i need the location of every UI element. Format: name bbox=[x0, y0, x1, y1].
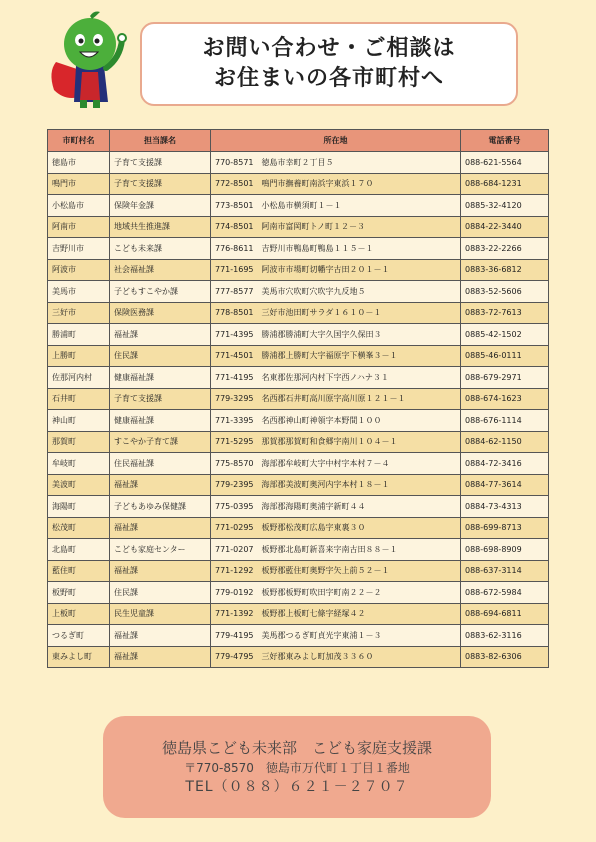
table-row bbox=[48, 238, 549, 260]
contacts-table bbox=[47, 129, 549, 668]
table-row bbox=[48, 367, 549, 389]
cell-dept: 子どもすこやか課 bbox=[110, 281, 211, 303]
cell-phone: 0883-72-7613 bbox=[461, 302, 549, 324]
cell-city: 美波町 bbox=[48, 474, 110, 496]
cell-address: 779-2395 海部郡美波町奥河内字本村１８－１ bbox=[211, 474, 461, 496]
cell-dept: 健康福祉課 bbox=[110, 410, 211, 432]
cell-address: 777-8577 美馬市穴吹町穴吹字九反地５ bbox=[211, 281, 461, 303]
cell-dept: 住民課 bbox=[110, 345, 211, 367]
cell-city: 鳴門市 bbox=[48, 173, 110, 195]
cell-address: 779-4195 美馬郡つるぎ町貞光字東浦１－３ bbox=[211, 625, 461, 647]
table-header-row bbox=[48, 130, 549, 152]
cell-city: 那賀町 bbox=[48, 431, 110, 453]
cell-city: 東みよし町 bbox=[48, 646, 110, 668]
mascot-icon bbox=[46, 10, 138, 110]
table-row bbox=[48, 517, 549, 539]
header-phone: 電話番号 bbox=[461, 130, 549, 152]
header-address: 所在地 bbox=[211, 130, 461, 152]
cell-dept: こども家庭センター bbox=[110, 539, 211, 561]
cell-city: 神山町 bbox=[48, 410, 110, 432]
table-row bbox=[48, 324, 549, 346]
cell-dept: 子育て支援課 bbox=[110, 173, 211, 195]
cell-address: 779-4795 三好郡東みよし町加茂３３６０ bbox=[211, 646, 461, 668]
cell-phone: 0884-22-3440 bbox=[461, 216, 549, 238]
cell-dept: 福祉課 bbox=[110, 474, 211, 496]
cell-phone: 0883-36-6812 bbox=[461, 259, 549, 281]
table-row bbox=[48, 410, 549, 432]
cell-phone: 0885-46-0111 bbox=[461, 345, 549, 367]
cell-city: 北島町 bbox=[48, 539, 110, 561]
cell-phone: 088-621-5564 bbox=[461, 152, 549, 174]
cell-address: 771-1292 板野郡藍住町奥野字矢上前５２－１ bbox=[211, 560, 461, 582]
table-row bbox=[48, 259, 549, 281]
table-row bbox=[48, 646, 549, 668]
cell-city: 上勝町 bbox=[48, 345, 110, 367]
table-row bbox=[48, 539, 549, 561]
cell-address: 773-8501 小松島市横須町１－１ bbox=[211, 195, 461, 217]
cell-address: 771-4395 勝浦郡勝浦町大字久国字久保田３ bbox=[211, 324, 461, 346]
cell-city: 佐那河内村 bbox=[48, 367, 110, 389]
cell-dept: 福祉課 bbox=[110, 560, 211, 582]
cell-dept: 福祉課 bbox=[110, 646, 211, 668]
cell-city: 阿波市 bbox=[48, 259, 110, 281]
table-row bbox=[48, 216, 549, 238]
cell-address: 776-8611 吉野川市鴨島町鴨島１１５－１ bbox=[211, 238, 461, 260]
cell-phone: 0884-73-4313 bbox=[461, 496, 549, 518]
cell-address: 771-4501 勝浦郡上勝町大字福原字下横峯３－１ bbox=[211, 345, 461, 367]
footer-org: 徳島県こども未来部 こども家庭支援課 bbox=[161, 739, 432, 757]
cell-address: 771-3395 名西郡神山町神領字本野間１００ bbox=[211, 410, 461, 432]
cell-city: 吉野川市 bbox=[48, 238, 110, 260]
cell-city: 石井町 bbox=[48, 388, 110, 410]
header-dept: 担当課名 bbox=[110, 130, 211, 152]
cell-address: 772-8501 鳴門市撫養町南浜字東浜１７０ bbox=[211, 173, 461, 195]
cell-dept: 地域共生推進課 bbox=[110, 216, 211, 238]
table-row bbox=[48, 281, 549, 303]
cell-city: 上板町 bbox=[48, 603, 110, 625]
cell-city: 美馬市 bbox=[48, 281, 110, 303]
cell-address: 771-1695 阿波市市場町切幡字古田２０１－１ bbox=[211, 259, 461, 281]
table-row bbox=[48, 560, 549, 582]
cell-city: 板野町 bbox=[48, 582, 110, 604]
cell-phone: 088-637-3114 bbox=[461, 560, 549, 582]
cell-address: 771-5295 那賀郡那賀町和食郷字南川１０４－１ bbox=[211, 431, 461, 453]
table-row bbox=[48, 345, 549, 367]
cell-dept: 民生児童課 bbox=[110, 603, 211, 625]
cell-dept: 子育て支援課 bbox=[110, 388, 211, 410]
cell-address: 778-8501 三好市池田町サラダ１６１０－１ bbox=[211, 302, 461, 324]
cell-address: 779-3295 名西郡石井町高川原字高川原１２１－１ bbox=[211, 388, 461, 410]
cell-phone: 088-672-5984 bbox=[461, 582, 549, 604]
cell-dept: 健康福祉課 bbox=[110, 367, 211, 389]
cell-address: 771-0295 板野郡松茂町広島字東裏３０ bbox=[211, 517, 461, 539]
cell-dept: 保険年金課 bbox=[110, 195, 211, 217]
cell-phone: 0885-42-1502 bbox=[461, 324, 549, 346]
cell-phone: 088-676-1114 bbox=[461, 410, 549, 432]
footer-address: 〒770-8570 徳島市万代町１丁目１番地 bbox=[184, 761, 410, 775]
cell-phone: 088-679-2971 bbox=[461, 367, 549, 389]
table-row bbox=[48, 474, 549, 496]
cell-phone: 0883-52-5606 bbox=[461, 281, 549, 303]
cell-phone: 0883-62-3116 bbox=[461, 625, 549, 647]
table-row bbox=[48, 603, 549, 625]
cell-address: 774-8501 阿南市富岡町トノ町１２－３ bbox=[211, 216, 461, 238]
cell-phone: 0885-32-4120 bbox=[461, 195, 549, 217]
cell-dept: こども未来課 bbox=[110, 238, 211, 260]
page-title-line1: お問い合わせ・ご相談は bbox=[202, 36, 456, 61]
cell-dept: すこやか子育て課 bbox=[110, 431, 211, 453]
cell-city: 藍住町 bbox=[48, 560, 110, 582]
cell-address: 775-0395 海部郡海陽町奥浦字新町４４ bbox=[211, 496, 461, 518]
cell-phone: 088-684-1231 bbox=[461, 173, 549, 195]
cell-address: 775-8570 海部郡牟岐町大字中村字本村７－４ bbox=[211, 453, 461, 475]
title-box bbox=[140, 22, 518, 106]
cell-dept: 福祉課 bbox=[110, 517, 211, 539]
cell-city: 阿南市 bbox=[48, 216, 110, 238]
header-city: 市町村名 bbox=[48, 130, 110, 152]
cell-dept: 子どもあゆみ保健課 bbox=[110, 496, 211, 518]
table-row bbox=[48, 453, 549, 475]
cell-phone: 0884-77-3614 bbox=[461, 474, 549, 496]
cell-phone: 088-694-6811 bbox=[461, 603, 549, 625]
cell-city: 牟岐町 bbox=[48, 453, 110, 475]
cell-city: 海陽町 bbox=[48, 496, 110, 518]
cell-phone: 0884-62-1150 bbox=[461, 431, 549, 453]
cell-city: 松茂町 bbox=[48, 517, 110, 539]
cell-city: 徳島市 bbox=[48, 152, 110, 174]
cell-dept: 住民福祉課 bbox=[110, 453, 211, 475]
cell-phone: 088-674-1623 bbox=[461, 388, 549, 410]
table-row bbox=[48, 625, 549, 647]
cell-city: 三好市 bbox=[48, 302, 110, 324]
contact-footer bbox=[103, 716, 491, 818]
cell-city: つるぎ町 bbox=[48, 625, 110, 647]
cell-phone: 088-698-8909 bbox=[461, 539, 549, 561]
table-row bbox=[48, 431, 549, 453]
page-title-line2: お住まいの各市町村へ bbox=[213, 66, 444, 91]
cell-address: 771-0207 板野郡北島町新喜来字南古田８８－１ bbox=[211, 539, 461, 561]
table-row bbox=[48, 496, 549, 518]
footer-tel: TEL（０８８）６２１－２７０７ bbox=[185, 779, 409, 795]
table-row bbox=[48, 173, 549, 195]
cell-phone: 0883-22-2266 bbox=[461, 238, 549, 260]
cell-phone: 088-699-8713 bbox=[461, 517, 549, 539]
cell-dept: 保険医務課 bbox=[110, 302, 211, 324]
table-row bbox=[48, 152, 549, 174]
cell-address: 771-1392 板野郡上板町七條字経塚４２ bbox=[211, 603, 461, 625]
cell-address: 779-0192 板野郡板野町吹田字町南２２－２ bbox=[211, 582, 461, 604]
cell-dept: 社会福祉課 bbox=[110, 259, 211, 281]
cell-address: 771-4195 名東郡佐那河内村下字西ノハナ３１ bbox=[211, 367, 461, 389]
cell-city: 小松島市 bbox=[48, 195, 110, 217]
cell-city: 勝浦町 bbox=[48, 324, 110, 346]
cell-address: 770-8571 徳島市幸町２丁目５ bbox=[211, 152, 461, 174]
table-row bbox=[48, 302, 549, 324]
cell-dept: 福祉課 bbox=[110, 324, 211, 346]
cell-dept: 住民課 bbox=[110, 582, 211, 604]
table-row bbox=[48, 195, 549, 217]
cell-phone: 0884-72-3416 bbox=[461, 453, 549, 475]
cell-dept: 福祉課 bbox=[110, 625, 211, 647]
table-row bbox=[48, 582, 549, 604]
cell-phone: 0883-82-6306 bbox=[461, 646, 549, 668]
table-row bbox=[48, 388, 549, 410]
cell-dept: 子育て支援課 bbox=[110, 152, 211, 174]
